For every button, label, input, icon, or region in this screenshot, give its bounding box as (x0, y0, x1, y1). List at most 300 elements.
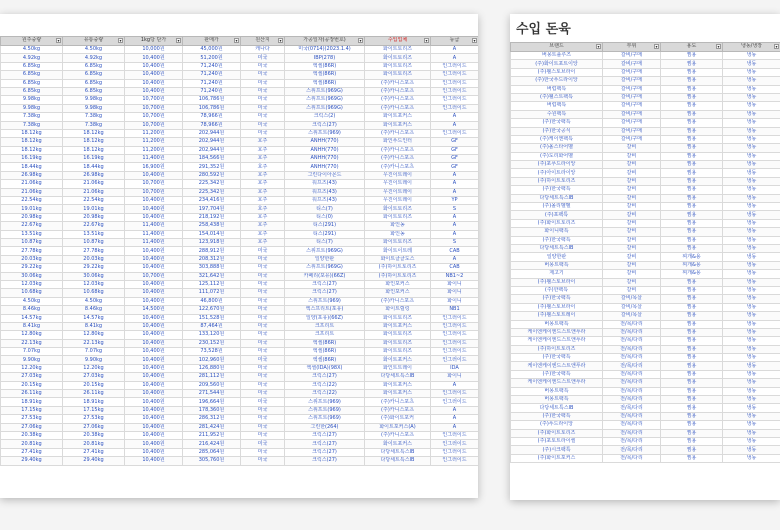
table-cell[interactable]: 미국 (241, 339, 285, 347)
table-cell[interactable]: 냉동 (723, 77, 780, 85)
table-cell[interactable]: 미국 (241, 54, 285, 62)
table-cell[interactable]: 225,342원 (183, 188, 241, 196)
table-cell[interactable]: 10,400원 (125, 264, 183, 272)
table-cell[interactable]: A (431, 230, 479, 238)
table-cell[interactable]: 6.85kg (1, 71, 63, 79)
table-cell[interactable]: 45,000원 (183, 46, 241, 54)
table-cell[interactable]: 10,400원 (125, 440, 183, 448)
table-cell[interactable]: 20.15kg (1, 381, 63, 389)
table-cell[interactable]: A (431, 121, 479, 129)
table-cell[interactable]: 냉동 (723, 312, 780, 320)
table-cell[interactable]: 갈비/구매 (603, 127, 661, 135)
table-cell[interactable]: 크릭스(22) (285, 381, 365, 389)
table-cell[interactable]: 71,240원 (183, 62, 241, 70)
table-cell[interactable]: 10,400원 (125, 398, 183, 406)
table-cell[interactable]: 버몽트플루즈 (511, 52, 603, 60)
table-cell[interactable]: CAB (431, 247, 479, 255)
table-cell[interactable]: 20.81kg (1, 440, 63, 448)
table-cell[interactable]: 다당세트특스IB (511, 244, 603, 252)
table-cell[interactable]: 10,400원 (125, 322, 183, 330)
table-cell[interactable]: 10,400원 (125, 79, 183, 87)
column-header[interactable] (511, 43, 603, 52)
table-cell[interactable]: 13.51kg (1, 230, 63, 238)
table-cell[interactable]: 냉동 (723, 437, 780, 445)
table-cell[interactable]: (주)화이트포커스 (511, 454, 603, 462)
table-cell[interactable]: 케이엔케이엔드스트앤푸라 (511, 362, 603, 370)
table-cell[interactable]: 찜용 (661, 286, 723, 294)
table-cell[interactable]: 6.85kg (1, 62, 63, 70)
table-cell[interactable]: 인그러이드 (431, 348, 479, 356)
table-cell[interactable]: 엑셀(86R) (285, 339, 365, 347)
table-cell[interactable]: 27.41kg (63, 448, 125, 456)
table-cell[interactable]: 찜용 (661, 387, 723, 395)
table-cell[interactable]: 21.06kg (63, 188, 125, 196)
table-cell[interactable]: 화인포커스 (365, 280, 431, 288)
table-cell[interactable]: 202,944원 (183, 138, 241, 146)
table-cell[interactable]: 10,400원 (125, 373, 183, 381)
table-cell[interactable]: 27.03kg (63, 373, 125, 381)
table-cell[interactable]: 미국 (241, 255, 285, 263)
table-cell[interactable]: 우진이트레이 (365, 180, 431, 188)
table-cell[interactable]: 10,400원 (125, 280, 183, 288)
table-cell[interactable]: 10,400원 (125, 356, 183, 364)
table-cell[interactable]: 211,952원 (183, 431, 241, 439)
column-header[interactable] (723, 43, 780, 52)
filter-dropdown-icon[interactable]: ▾ (57, 38, 60, 43)
table-cell[interactable]: 버몽트팩특 (511, 261, 603, 269)
table-cell[interactable]: 10,400원 (125, 331, 183, 339)
table-cell[interactable]: 78,966원 (183, 113, 241, 121)
table-cell[interactable]: 4.50kg (63, 297, 125, 305)
table-cell[interactable]: 화이트포커스 (365, 440, 431, 448)
column-header[interactable] (661, 43, 723, 52)
table-cell[interactable]: 인그러이드 (431, 331, 479, 339)
table-cell[interactable]: 버몽트팩특 (511, 387, 603, 395)
table-cell[interactable]: 냉동 (723, 396, 780, 404)
table-cell[interactable]: 찜용 (661, 144, 723, 152)
table-cell[interactable]: 스위프트(969) (285, 398, 365, 406)
table-cell[interactable]: 찜용 (661, 362, 723, 370)
table-cell[interactable]: 냉동 (723, 161, 780, 169)
table-cell[interactable]: 미국 (241, 87, 285, 95)
table-cell[interactable]: 찜용 (661, 379, 723, 387)
column-header[interactable] (63, 37, 125, 46)
table-cell[interactable]: 10,400원 (125, 406, 183, 414)
table-cell[interactable]: (주)한국팩특 (511, 354, 603, 362)
filter-dropdown-icon[interactable]: ▾ (235, 38, 238, 43)
table-cell[interactable]: 8.41kg (1, 322, 63, 330)
table-cell[interactable]: 9.98kg (1, 104, 63, 112)
table-cell[interactable]: (주)한팩특 (511, 286, 603, 294)
table-cell[interactable]: 워프즈(43) (285, 180, 365, 188)
table-cell[interactable]: 10,700원 (125, 188, 183, 196)
table-cell[interactable]: 10,400원 (125, 247, 183, 255)
table-cell[interactable]: 갈비 (603, 278, 661, 286)
table-cell[interactable]: (주)웰스트팩특 (511, 93, 603, 101)
table-cell[interactable]: 버몽트팩특 (511, 320, 603, 328)
table-cell[interactable]: (주)시크팩특 (511, 446, 603, 454)
table-cell[interactable]: S (431, 238, 479, 246)
table-cell[interactable]: 버몽트팩특 (511, 396, 603, 404)
table-cell[interactable]: 호주 (241, 205, 285, 213)
table-cell[interactable]: 미국 (241, 306, 285, 314)
filter-dropdown-icon[interactable]: ▾ (359, 38, 362, 43)
table-cell[interactable]: 화인포커스 (365, 289, 431, 297)
table-cell[interactable]: 12.03kg (1, 280, 63, 288)
table-cell[interactable]: 크릭스(27) (285, 373, 365, 381)
table-cell[interactable]: 280,592원 (183, 171, 241, 179)
table-cell[interactable]: 미국 (241, 373, 285, 381)
table-cell[interactable]: 스위프트(969) (285, 415, 365, 423)
table-cell[interactable]: 스위프트(969) (285, 406, 365, 414)
table-cell[interactable]: GF (431, 163, 479, 171)
table-cell[interactable]: 냉동 (723, 412, 780, 420)
table-cell[interactable]: 화이트포커스 (365, 381, 431, 389)
table-cell[interactable]: 크릭스(2) (285, 113, 365, 121)
table-cell[interactable]: 18.12kg (1, 138, 63, 146)
table-cell[interactable]: 우진이트레이 (365, 197, 431, 205)
table-cell[interactable]: 4.92kg (63, 54, 125, 62)
table-cell[interactable]: 크프리트 (285, 331, 365, 339)
table-cell[interactable]: 인그러이드 (431, 356, 479, 364)
table-cell[interactable]: 화인농 (365, 222, 431, 230)
table-cell[interactable]: 11,400원 (125, 222, 183, 230)
table-cell[interactable]: 인그러이드 (431, 440, 479, 448)
table-cell[interactable]: 인그러이드 (431, 104, 479, 112)
table-cell[interactable]: 화이트토리즈 (365, 62, 431, 70)
table-cell[interactable]: 호주 (241, 230, 285, 238)
filter-dropdown-icon[interactable]: ▾ (597, 44, 600, 49)
table-cell[interactable]: 10,700원 (125, 272, 183, 280)
table-cell[interactable]: 10,700원 (125, 96, 183, 104)
table-cell[interactable]: 29.40kg (63, 457, 125, 465)
table-cell[interactable]: 21.06kg (1, 188, 63, 196)
table-cell[interactable]: 찜용 (661, 412, 723, 420)
table-cell[interactable]: 냉동 (723, 362, 780, 370)
table-cell[interactable]: (주)하이트토리즈 (365, 272, 431, 280)
table-cell[interactable]: 9.98kg (1, 96, 63, 104)
table-cell[interactable]: 전/목/다리 (603, 396, 661, 404)
table-cell[interactable]: 8.46kg (63, 306, 125, 314)
table-cell[interactable]: 7.07kg (63, 348, 125, 356)
table-cell[interactable]: 우진이트레이 (365, 188, 431, 196)
table-cell[interactable]: 6.85kg (63, 79, 125, 87)
table-cell[interactable]: 티스(7) (285, 205, 365, 213)
table-cell[interactable]: 9.98kg (63, 104, 125, 112)
table-cell[interactable]: 찜용 (661, 169, 723, 177)
table-cell[interactable]: 찜용 (661, 328, 723, 336)
table-cell[interactable]: (주)카니스포츠 (365, 79, 431, 87)
table-cell[interactable]: 202,944원 (183, 129, 241, 137)
table-cell[interactable]: IBP(278) (285, 54, 365, 62)
table-cell[interactable]: 화이트클클도스 (365, 255, 431, 263)
table-cell[interactable]: (주)카니스포츠 (365, 155, 431, 163)
table-cell[interactable]: (주)화이트토리즈 (511, 429, 603, 437)
table-cell[interactable]: 209,560원 (183, 381, 241, 389)
table-cell[interactable]: 호주 (241, 197, 285, 205)
table-cell[interactable]: 냉동 (723, 135, 780, 143)
table-cell[interactable]: 화이트포커스 (365, 390, 431, 398)
table-cell[interactable]: 화이니 (431, 289, 479, 297)
table-cell[interactable]: 18.91kg (63, 398, 125, 406)
table-cell[interactable]: (주)포푸드라이앙 (511, 161, 603, 169)
table-cell[interactable]: 18.12kg (1, 129, 63, 137)
table-cell[interactable]: 화이트포커스 (365, 113, 431, 121)
table-cell[interactable]: (주)웰스토브라이 (511, 278, 603, 286)
table-cell[interactable]: 스위프트(969G) (285, 87, 365, 95)
table-cell[interactable]: 찜용 (661, 211, 723, 219)
table-cell[interactable]: A (431, 381, 479, 389)
table-cell[interactable]: 인그러이드 (431, 314, 479, 322)
table-cell[interactable]: 화이트토리즈 (365, 71, 431, 79)
table-cell[interactable]: 냉동 (723, 295, 780, 303)
table-cell[interactable]: 27.06kg (63, 423, 125, 431)
table-cell[interactable]: A (431, 213, 479, 221)
table-cell[interactable]: A (431, 406, 479, 414)
table-cell[interactable]: 갈비 (603, 286, 661, 294)
table-cell[interactable]: 4.92kg (1, 54, 63, 62)
table-cell[interactable]: 화이트토리즈 (365, 314, 431, 322)
table-cell[interactable]: 미국 (241, 390, 285, 398)
table-cell[interactable]: 호주 (241, 180, 285, 188)
table-cell[interactable]: 냉동 (723, 119, 780, 127)
table-cell[interactable]: 우진이트레이 (365, 171, 431, 179)
table-cell[interactable]: CAB (431, 264, 479, 272)
table-cell[interactable]: 찜용 (661, 345, 723, 353)
table-cell[interactable]: 26.98kg (63, 171, 125, 179)
table-cell[interactable]: 찜용 (661, 396, 723, 404)
table-cell[interactable]: 버럽팩특 (511, 85, 603, 93)
table-cell[interactable]: 106,786원 (183, 104, 241, 112)
table-cell[interactable]: 갈비 (603, 236, 661, 244)
table-cell[interactable]: 22.13kg (63, 339, 125, 347)
table-cell[interactable]: 16,900원 (125, 163, 183, 171)
table-cell[interactable]: 11,400원 (125, 155, 183, 163)
table-cell[interactable]: 10,400원 (125, 213, 183, 221)
table-cell[interactable]: 화이트포커스 (365, 322, 431, 330)
table-cell[interactable]: 다당세트특스IB (365, 373, 431, 381)
table-cell[interactable]: (주)하이트토리즈 (365, 264, 431, 272)
table-cell[interactable]: 271,544원 (183, 390, 241, 398)
table-cell[interactable]: 화이니 (431, 297, 479, 305)
table-cell[interactable]: (주)카니스포츠 (365, 406, 431, 414)
table-cell[interactable]: 일양한판 (285, 255, 365, 263)
table-cell[interactable]: 29.22kg (63, 264, 125, 272)
table-cell[interactable]: 29.22kg (1, 264, 63, 272)
table-cell[interactable]: ANHH(770) (285, 155, 365, 163)
table-cell[interactable]: A (431, 180, 479, 188)
table-cell[interactable]: 찜용 (661, 93, 723, 101)
table-cell[interactable]: 찌개&용 (661, 261, 723, 269)
table-cell[interactable]: (주)푸드라이앙 (511, 421, 603, 429)
table-cell[interactable]: 전/목/다리 (603, 454, 661, 462)
table-cell[interactable]: 11,200원 (125, 129, 183, 137)
table-cell[interactable]: 냉동 (723, 194, 780, 202)
table-cell[interactable]: 126,880원 (183, 364, 241, 372)
table-cell[interactable]: 9.90kg (1, 356, 63, 364)
table-cell[interactable]: 288,912원 (183, 247, 241, 255)
table-cell[interactable]: 화이트포커스(A) (365, 423, 431, 431)
table-cell[interactable]: 27.53kg (63, 415, 125, 423)
table-cell[interactable]: 갈비/구매 (603, 60, 661, 68)
table-cell[interactable]: 냉동 (723, 253, 780, 261)
filter-dropdown-icon[interactable]: ▾ (425, 38, 428, 43)
table-cell[interactable]: 찜용 (661, 236, 723, 244)
table-cell[interactable]: (주)카니스포츠 (365, 297, 431, 305)
table-cell[interactable]: 27.78kg (63, 247, 125, 255)
table-cell[interactable]: 냉동 (723, 211, 780, 219)
table-cell[interactable]: 찜용 (661, 354, 723, 362)
table-cell[interactable]: 갈비/구매 (603, 52, 661, 60)
table-cell[interactable]: 찜용 (661, 110, 723, 118)
table-cell[interactable]: 갈비/구매 (603, 77, 661, 85)
table-cell[interactable]: A (431, 46, 479, 54)
table-cell[interactable]: 갈비 (603, 169, 661, 177)
table-cell[interactable]: 화인농 (365, 230, 431, 238)
table-cell[interactable]: 전/목/다리 (603, 345, 661, 353)
table-cell[interactable]: 냉동 (723, 203, 780, 211)
table-cell[interactable]: 스위프트(969) (285, 297, 365, 305)
table-cell[interactable]: 다당세트특스IB (511, 404, 603, 412)
table-cell[interactable]: 12.80kg (63, 331, 125, 339)
table-cell[interactable]: 전/목/다리 (603, 354, 661, 362)
filter-dropdown-icon[interactable]: ▾ (279, 38, 282, 43)
table-cell[interactable]: 303,888원 (183, 264, 241, 272)
table-cell[interactable]: 찜용 (661, 421, 723, 429)
table-cell[interactable]: 크릭스(22) (285, 390, 365, 398)
table-cell[interactable]: 11,400원 (125, 230, 183, 238)
table-cell[interactable]: 냉동 (723, 278, 780, 286)
table-cell[interactable]: 냉동 (723, 328, 780, 336)
table-cell[interactable]: 찜용 (661, 446, 723, 454)
table-cell[interactable]: 미국 (241, 406, 285, 414)
table-cell[interactable]: 111,072원 (183, 289, 241, 297)
table-cell[interactable]: 화이트릴링 (365, 306, 431, 314)
table-cell[interactable]: 281,424원 (183, 423, 241, 431)
table-cell[interactable]: GF (431, 155, 479, 163)
table-cell[interactable]: 151,528원 (183, 314, 241, 322)
filter-dropdown-icon[interactable]: ▾ (655, 44, 658, 49)
table-cell[interactable]: 제고기 (511, 270, 603, 278)
filter-dropdown-icon[interactable]: ▾ (473, 38, 476, 43)
table-cell[interactable]: 화이트토리즈 (365, 205, 431, 213)
table-cell[interactable]: 인그러이드 (431, 390, 479, 398)
table-cell[interactable]: 285,064원 (183, 448, 241, 456)
table-cell[interactable]: 14.57kg (1, 314, 63, 322)
table-cell[interactable]: 캐나다 (241, 46, 285, 54)
table-cell[interactable]: 갈비 (603, 161, 661, 169)
table-cell[interactable]: 냉동 (723, 186, 780, 194)
table-cell[interactable]: 전/목/다리 (603, 337, 661, 345)
table-cell[interactable]: 8.41kg (63, 322, 125, 330)
table-cell[interactable]: 18.12kg (1, 146, 63, 154)
table-cell[interactable]: 18.44kg (1, 163, 63, 171)
table-cell[interactable]: 281,112원 (183, 373, 241, 381)
table-cell[interactable]: 화이트토리즈 (365, 238, 431, 246)
table-cell[interactable]: 19.01kg (63, 205, 125, 213)
table-cell[interactable]: 갈비 (603, 261, 661, 269)
table-cell[interactable]: 20.15kg (63, 381, 125, 389)
table-cell[interactable]: 미국 (241, 71, 285, 79)
table-cell[interactable]: 찌개&용 (661, 253, 723, 261)
table-cell[interactable]: 화이트토리즈 (365, 54, 431, 62)
table-cell[interactable]: 냉동 (723, 261, 780, 269)
table-cell[interactable]: 10,400원 (125, 431, 183, 439)
table-cell[interactable]: 버럽팩특 (511, 102, 603, 110)
table-cell[interactable]: 화이트토리즈 (365, 213, 431, 221)
table-cell[interactable]: 전/목/다리 (603, 320, 661, 328)
table-cell[interactable]: 갈비/구매 (603, 119, 661, 127)
table-cell[interactable]: 전/목/다리 (603, 379, 661, 387)
table-cell[interactable]: 전/목/다리 (603, 362, 661, 370)
table-cell[interactable]: 그린한(264) (285, 423, 365, 431)
table-cell[interactable]: 20.81kg (63, 440, 125, 448)
table-cell[interactable]: 인그러이드 (431, 398, 479, 406)
table-cell[interactable]: A (431, 54, 479, 62)
table-cell[interactable]: 냉동 (723, 270, 780, 278)
table-cell[interactable]: 10,400원 (125, 423, 183, 431)
table-cell[interactable]: 18.12kg (63, 146, 125, 154)
table-cell[interactable]: A (431, 415, 479, 423)
table-cell[interactable]: 엑셀(86R) (285, 79, 365, 87)
table-cell[interactable]: 78,966원 (183, 121, 241, 129)
table-cell[interactable]: 미국 (241, 448, 285, 456)
table-cell[interactable]: 엑셀(86R) (285, 348, 365, 356)
table-cell[interactable]: 화이트토리즈 (365, 46, 431, 54)
table-cell[interactable]: 14.57kg (63, 314, 125, 322)
table-cell[interactable]: 티스(291) (285, 222, 365, 230)
table-cell[interactable]: 카페리(포유)(66Z) (285, 272, 365, 280)
table-cell[interactable]: 6.85kg (63, 87, 125, 95)
table-cell[interactable]: 갈비 (603, 152, 661, 160)
table-cell[interactable]: 냉동 (723, 127, 780, 135)
table-cell[interactable]: 19.01kg (1, 205, 63, 213)
table-cell[interactable]: 10,400원 (125, 197, 183, 205)
table-cell[interactable]: 미국 (241, 247, 285, 255)
table-cell[interactable]: IDA (431, 364, 479, 372)
table-cell[interactable]: 18.12kg (63, 129, 125, 137)
table-cell[interactable]: 찜용 (661, 52, 723, 60)
table-cell[interactable]: 냉동 (723, 93, 780, 101)
table-cell[interactable]: YP (431, 197, 479, 205)
table-cell[interactable]: 스위프트(969G) (285, 264, 365, 272)
table-cell[interactable]: 화이트이트레 (365, 247, 431, 255)
table-cell[interactable]: 10,400원 (125, 87, 183, 95)
table-cell[interactable]: (주)카니스포츠 (365, 398, 431, 406)
table-cell[interactable]: 230,152원 (183, 339, 241, 347)
table-cell[interactable]: 10,400원 (125, 364, 183, 372)
table-cell[interactable]: 10,400원 (125, 381, 183, 389)
table-cell[interactable]: 찜용 (661, 161, 723, 169)
table-cell[interactable]: 찜용 (661, 177, 723, 185)
table-cell[interactable]: (주)도리화어벨 (511, 152, 603, 160)
table-cell[interactable]: 미국 (241, 398, 285, 406)
table-cell[interactable]: 17.15kg (1, 406, 63, 414)
table-cell[interactable]: 미국 (241, 79, 285, 87)
table-cell[interactable]: 11,200원 (125, 138, 183, 146)
table-cell[interactable]: 6.85kg (1, 87, 63, 95)
table-cell[interactable]: 10,400원 (125, 457, 183, 465)
table-cell[interactable]: 찜용 (661, 60, 723, 68)
table-cell[interactable]: A (431, 171, 479, 179)
table-cell[interactable]: 10,400원 (125, 171, 183, 179)
table-cell[interactable]: NB1~2 (431, 272, 479, 280)
table-cell[interactable]: 찜용 (661, 244, 723, 252)
table-cell[interactable]: 티스(7) (285, 238, 365, 246)
table-cell[interactable]: 찜용 (661, 337, 723, 345)
table-cell[interactable]: 인그러이드 (431, 322, 479, 330)
table-cell[interactable]: 호주 (241, 138, 285, 146)
